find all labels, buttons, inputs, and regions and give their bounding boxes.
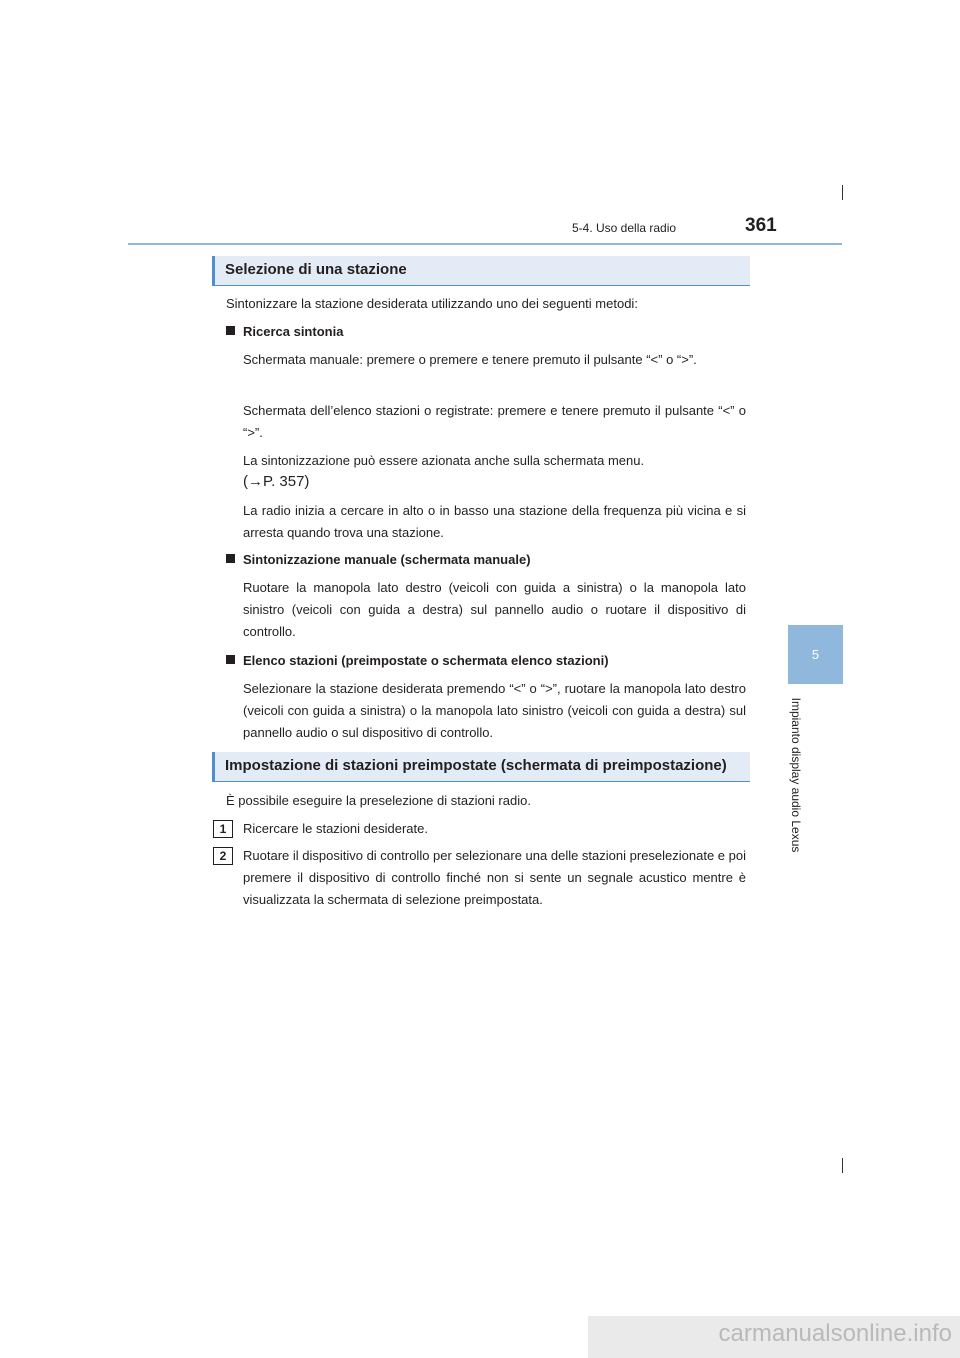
chapter-label <box>787 690 805 860</box>
header-rule <box>128 243 842 245</box>
paragraph: La radio inizia a cercare in alto o in basso una stazione della frequenza più vicina e si arresta quando trova una stazione. <box>243 503 746 540</box>
subhead-sintonizzazione-manuale: Sintonizzazione manuale (schermata manuale) <box>226 549 531 571</box>
section2-intro: È possibile eseguire la preselezione di stazioni radio. <box>226 793 531 808</box>
bullet-square-icon <box>226 655 235 664</box>
section-heading-impostazione <box>212 752 750 782</box>
step-text-1: Ricercare le stazioni desiderate. <box>243 821 428 836</box>
running-header-section: 5-4. Uso della radio <box>572 221 677 235</box>
paragraph: Ruotare la manopola lato destro (veicoli con guida a sinistra) o la manopola lato sinistro (veicoli con guida a destra) sul pannello audio o ruotare il dispositivo di controllo. <box>243 580 746 639</box>
section-heading-selezione <box>212 256 750 286</box>
paragraph: Schermata manuale: premere o premere e tenere premuto il pulsante “<” o “>”. <box>243 352 697 367</box>
watermark <box>588 1316 960 1358</box>
bullet-square-icon <box>226 554 235 563</box>
section1-intro: Sintonizzare la stazione desiderata utilizzando uno dei seguenti metodi: <box>226 296 638 311</box>
section-heading-text: Selezione di una stazione <box>225 261 407 278</box>
step-text-2: Ruotare il dispositivo di controllo per selezionare una delle stazioni preselezionate e poi premere il dispositivo di controllo finché non si sente un segnale acustico mentre è visualizzata la schermata di selezione preimpostata. <box>243 848 746 907</box>
chapter-tab <box>788 625 843 684</box>
crop-mark-top <box>842 185 843 200</box>
bullet-square-icon <box>226 326 235 335</box>
subhead-ricerca-sintonia: Ricerca sintonia <box>226 321 343 343</box>
section-heading-text: Impostazione di stazioni preimpostate (schermata di preimpostazione) <box>225 757 727 774</box>
page-number: 361 <box>745 215 777 236</box>
subhead-elenco-stazioni: Elenco stazioni (preimpostate o schermata elenco stazioni) <box>226 650 609 672</box>
page-reference: (→P. 357) <box>243 473 310 490</box>
paragraph: Selezionare la stazione desiderata premendo “<” o “>”, ruotare la manopola lato destro (veicoli con guida a sinistra) o la manopola lato sinistro (veicoli con guida a destra) sul pannello audio o sul dispositivo di controllo. <box>243 681 746 740</box>
chapter-number: 5 <box>811 647 820 662</box>
crop-mark-bottom <box>842 1158 843 1173</box>
step-number-1: 1 <box>213 820 233 838</box>
paragraph: Schermata dell’elenco stazioni o registrate: premere e tenere premuto il pulsante “<” o “>”. <box>243 403 746 440</box>
paragraph: La sintonizzazione può essere azionata anche sulla schermata menu. <box>243 453 645 468</box>
watermark-text: carmanualsonline.info <box>718 1320 952 1347</box>
step-number-2: 2 <box>213 847 233 865</box>
chapter-title: Impianto display audio Lexus <box>789 697 803 853</box>
